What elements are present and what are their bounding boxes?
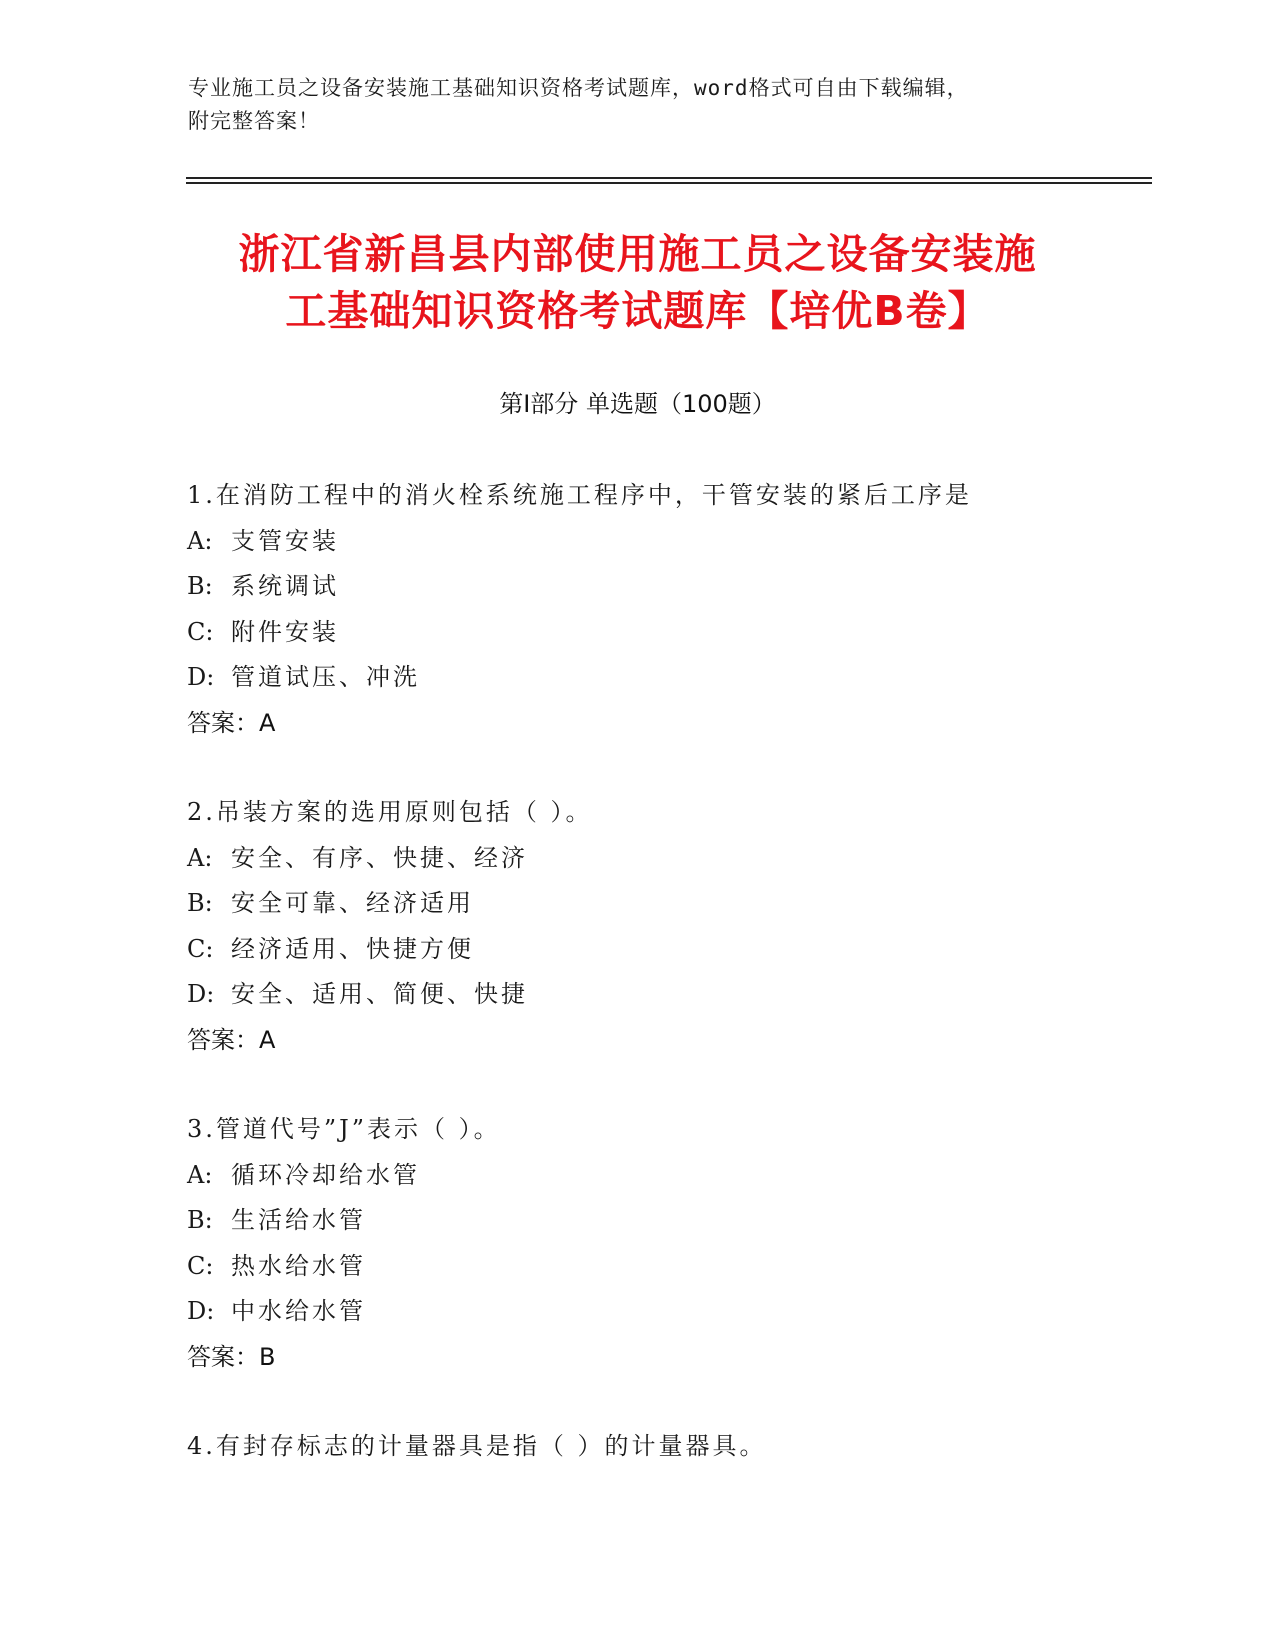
option-d — [187, 655, 1147, 701]
header-divider-bottom — [186, 182, 1152, 184]
option-key: C: — [187, 934, 214, 963]
option-d — [187, 1289, 1147, 1335]
answer-line: 答案：A — [187, 708, 276, 737]
section-title: 第Ⅰ部分 单选题（100题） — [499, 390, 776, 418]
option-text: 系统调试 — [231, 572, 339, 600]
question-stem: 4.有封存标志的计量器具是指（ ）的计量器具。 — [187, 1432, 767, 1460]
question-stem: 2.吊装方案的选用原则包括（ ）。 — [187, 798, 593, 826]
option-d — [187, 972, 1147, 1018]
option-text: 管道试压、冲洗 — [231, 663, 420, 691]
answer-line: 答案：B — [187, 1342, 276, 1371]
question-stem: 1.在消防工程中的消火栓系统施工程序中，干管安装的紧后工序是 — [187, 481, 972, 509]
answer-line: 答案：A — [187, 1025, 276, 1054]
option-text: 生活给水管 — [231, 1206, 366, 1234]
option-b — [187, 881, 1147, 927]
option-c — [187, 927, 1147, 973]
option-key: C: — [187, 617, 214, 646]
header-note-line-1: 专业施工员之设备安装施工基础知识资格考试题库，word格式可自由下载编辑， — [188, 76, 969, 100]
option-key: A: — [187, 526, 213, 555]
option-key: A: — [187, 843, 213, 872]
option-key: B: — [187, 889, 213, 917]
header-note-line-2: 附完整答案！ — [188, 109, 320, 133]
option-text: 热水给水管 — [231, 1251, 366, 1280]
option-a — [187, 836, 1147, 882]
header-divider-top — [186, 177, 1152, 179]
question-3 — [187, 1107, 1147, 1380]
option-key: B: — [187, 1206, 213, 1234]
document-title-line-1: 浙江省新昌县内部使用施工员之设备安装施 — [238, 230, 1037, 278]
document-title — [150, 226, 1125, 340]
option-text: 安全、有序、快捷、经济 — [231, 843, 528, 872]
option-c — [187, 1244, 1147, 1290]
option-key: D: — [187, 1297, 215, 1325]
option-text: 支管安装 — [231, 526, 339, 555]
question-1 — [187, 473, 1147, 746]
option-c — [187, 610, 1147, 656]
option-key: D: — [187, 980, 215, 1008]
question-2 — [187, 790, 1147, 1063]
header-note — [188, 72, 1088, 138]
option-text: 附件安装 — [231, 617, 339, 646]
option-key: C: — [187, 1251, 214, 1280]
option-key: A: — [187, 1160, 213, 1189]
option-b — [187, 564, 1147, 610]
option-a — [187, 1153, 1147, 1199]
option-text: 经济适用、快捷方便 — [231, 934, 474, 963]
question-stem: 3.管道代号”J”表示（ ）。 — [187, 1115, 501, 1143]
option-text: 循环冷却给水管 — [231, 1160, 420, 1189]
question-4 — [187, 1424, 1147, 1470]
option-text: 中水给水管 — [231, 1297, 366, 1325]
option-text: 安全可靠、经济适用 — [231, 889, 474, 917]
option-text: 安全、适用、简便、快捷 — [231, 980, 528, 1008]
document-title-line-2: 工基础知识资格考试题库【培优B卷】 — [285, 287, 990, 335]
option-key: B: — [187, 572, 213, 600]
option-a — [187, 519, 1147, 565]
option-key: D: — [187, 663, 215, 691]
option-b — [187, 1198, 1147, 1244]
